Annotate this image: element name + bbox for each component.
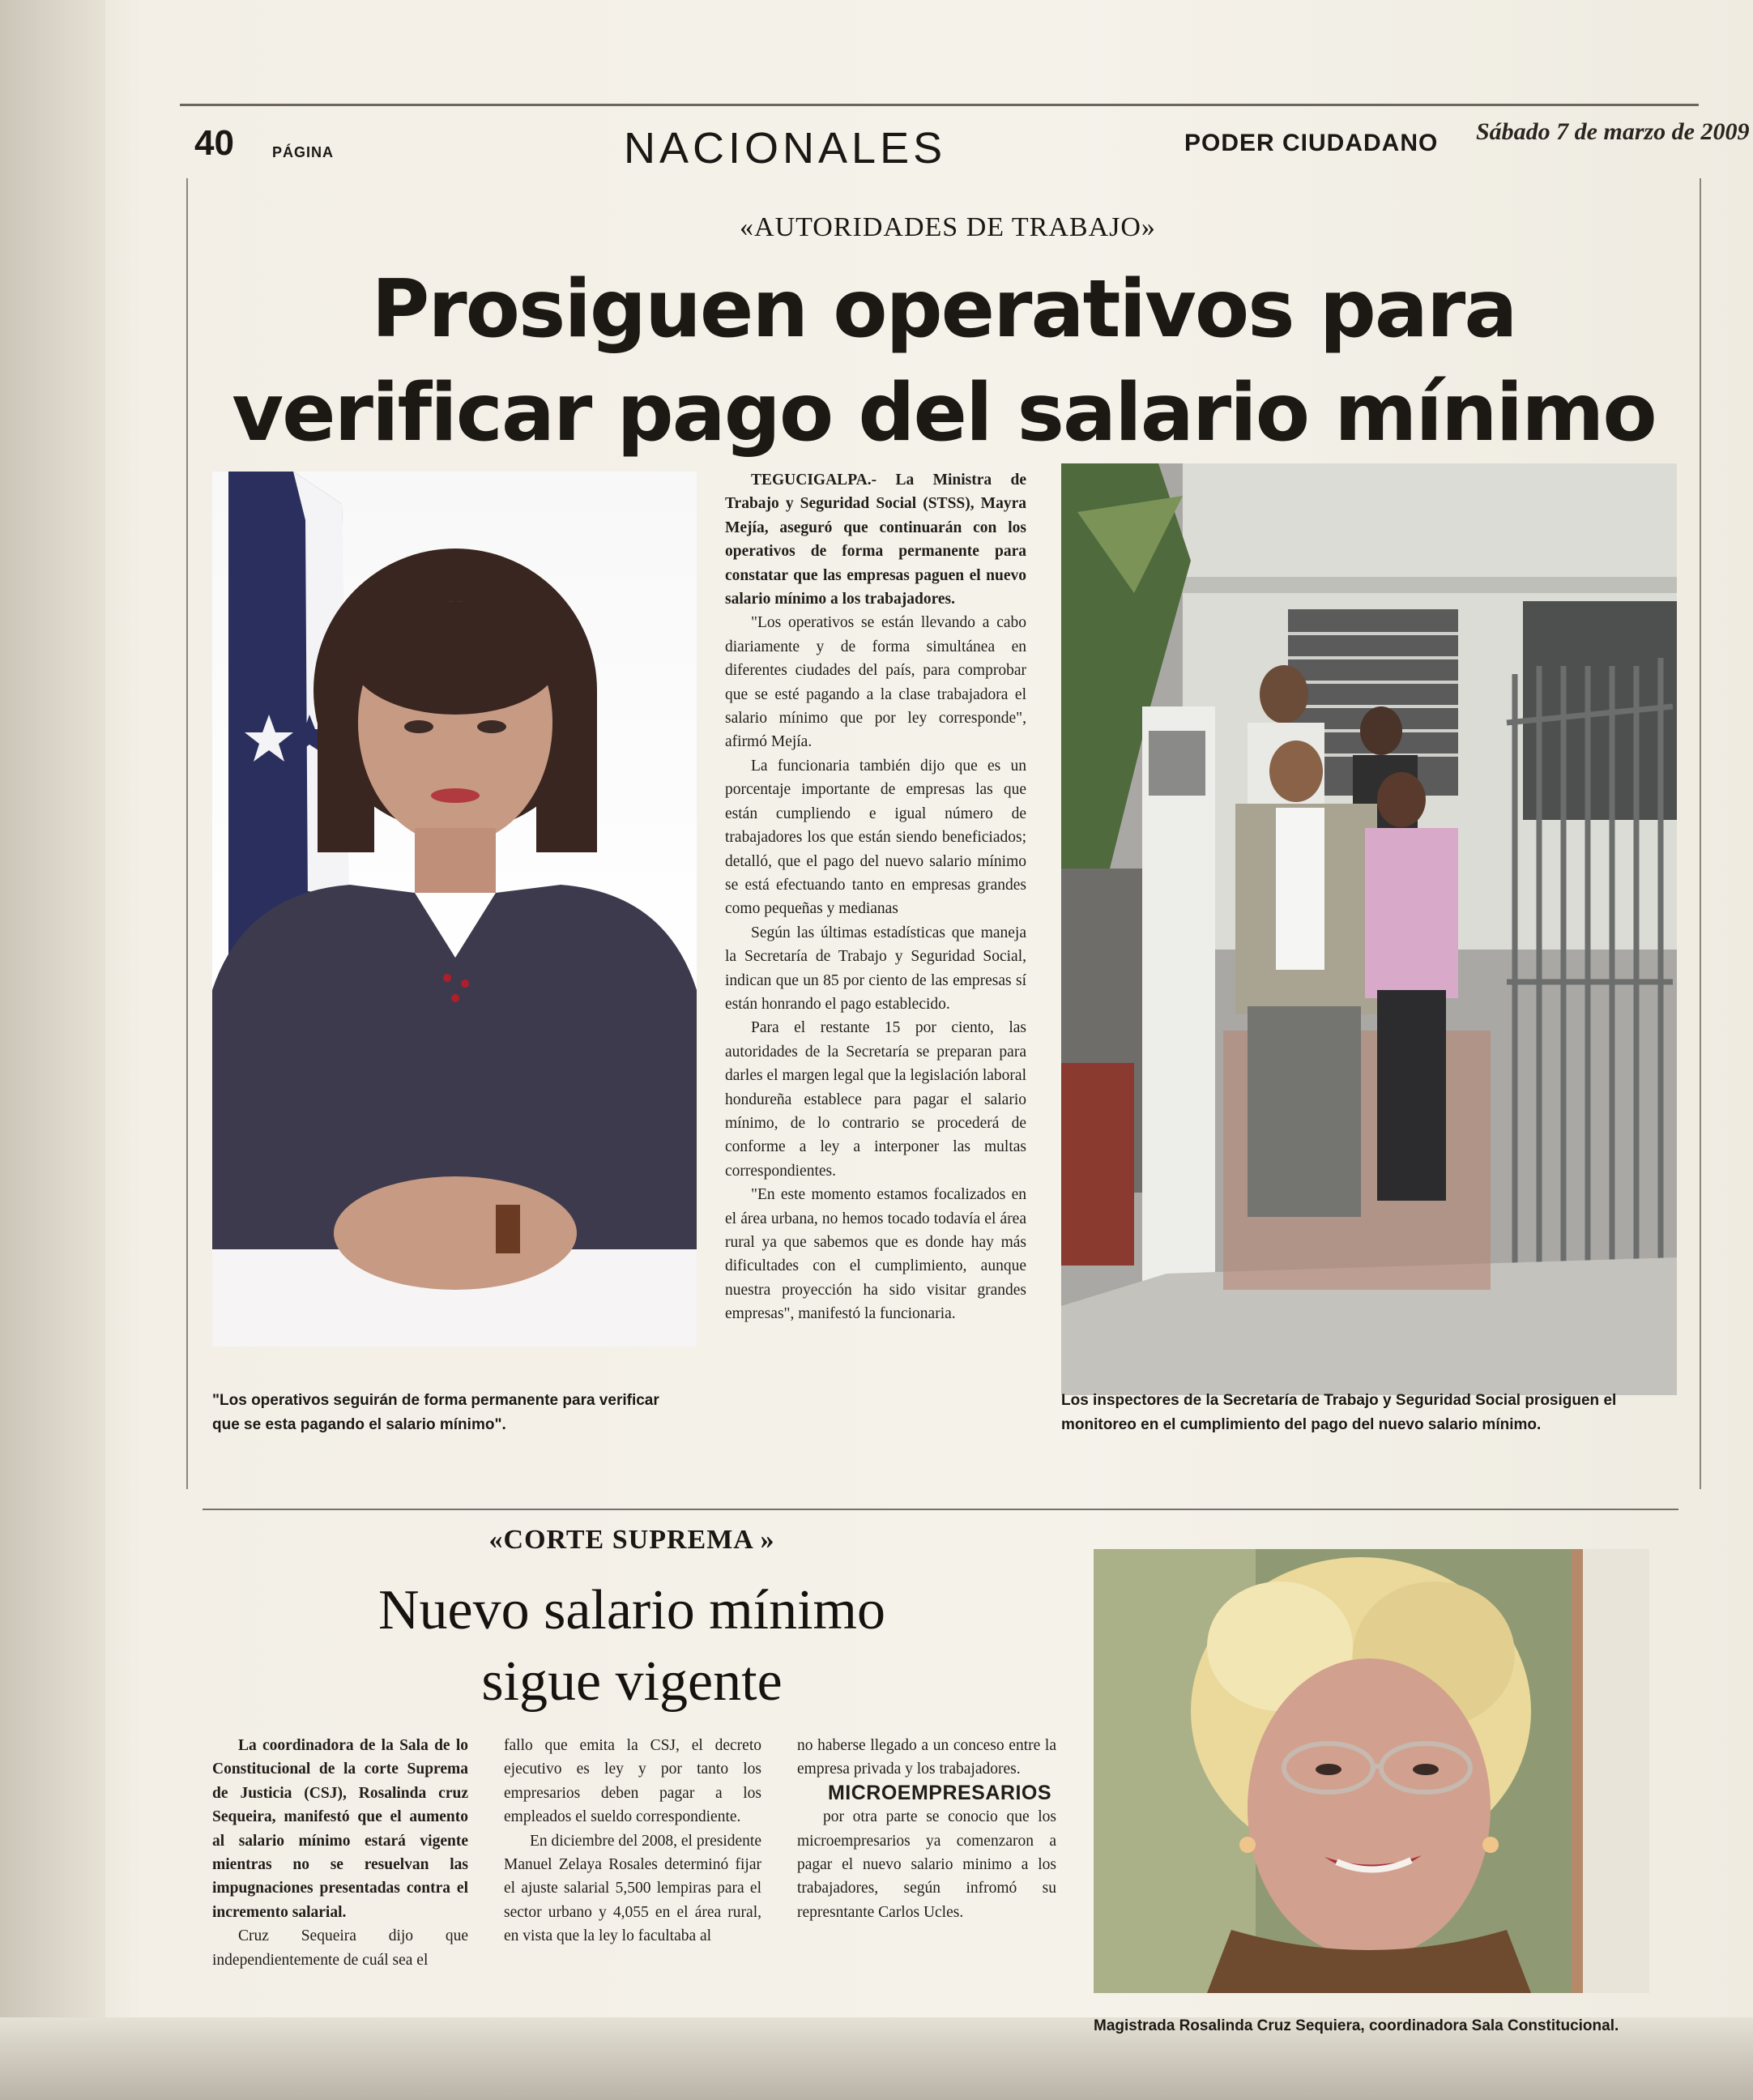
article2-paragraph-6: por otra parte se conocio que los microempresarios ya comenzaron a pagar el nuevo salario minimo a los trabajadores, según infromó su represntante Carlos Ucles. <box>797 1808 1056 1921</box>
article1-paragraph-5: Para el restante 15 por ciento, las autoridades de la Secretaría se preparan para darles el margen legal que la legislación laboral hondureña establece para pagar el salario mínimo, de lo contrario se procederá de conforme a ley a interponer las multas correspondientes. <box>725 1019 1026 1180</box>
inspectors-photo <box>1061 463 1677 1395</box>
article2-paragraph-2: Cruz Sequeira dijo que independientemente de cuál sea el <box>212 1927 468 1969</box>
inspectors-photo-caption: Los inspectores de la Secretaría de Trabajo y Seguridad Social prosiguen el monitoreo en el cumplimiento del pago del nuevo salario mínimo. <box>1061 1392 1617 1433</box>
article1-paragraph-6: "En este momento estamos focalizados en el área urbana, no hemos tocado todavía el área rural ya que sabemos que es donde hay más dificultades con el cumplimiento, aunque nuestra proyección ha sido visitar grandes empresas", manifestó la funcionaria. <box>725 1186 1026 1323</box>
page-number: 40 <box>194 123 234 163</box>
article2-headline-line2: sigue vigente <box>481 1650 783 1713</box>
article2-column-3 <box>797 1734 1056 1924</box>
article2-paragraph-3: fallo que emita la CSJ, el decreto ejecutivo es ley y por tanto los empresarios deben pagar a los empleados el sueldo correspondiente. <box>504 1737 761 1826</box>
article1-paragraph-2: "Los operativos se están llevando a cabo diariamente y de forma simultánea en diferentes ciudades del país, para comprobar que se esté pagando a la clase trabajadora el salario mínimo que por ley corresponde", afirmó Mejía. <box>725 614 1026 751</box>
article1-paragraph-4: Según las últimas estadísticas que maneja la Secretaría de Trabajo y Seguridad Social, indican que un 85 por ciento de las empresas sí están honrando el pago establecido. <box>725 924 1026 1013</box>
article1-kicker: «AUTORIDADES DE TRABAJO» <box>740 212 1156 242</box>
publication-name: PODER CIUDADANO <box>1184 130 1439 156</box>
article1-paragraph-3: La funcionaria también dijo que es un porcentaje importante de empresas las que están cumpliendo e igual número de trabajadores los que están siendo beneficiados; detalló, que el pago del nuevo salario mínimo se está efectuando tanto en empresas grandes como pequeñas y medianas <box>725 757 1026 918</box>
article1-body <box>725 468 1026 1326</box>
article2-paragraph-5: no haberse llegado a un conceso entre la empresa privada y los trabajadores. <box>797 1737 1056 1778</box>
article1-headline-line2: verificar pago del salario mínimo <box>232 367 1656 459</box>
header-rule <box>180 104 1699 106</box>
article1-paragraph-1: TEGUCIGALPA.- La Ministra de Trabajo y Seguridad Social (STSS), Mayra Mejía, aseguró que continuarán con los operativos de forma permanente para constatar que las empresas paguen el nuevo salario mínimo a los trabajadores. <box>725 472 1026 608</box>
magistrate-photo-caption: Magistrada Rosalinda Cruz Sequiera, coordinadora Sala Constitucional. <box>1094 2017 1619 2034</box>
minister-photo-caption: "Los operativos seguirán de forma permanente para verificar que se esta pagando el salario mínimo". <box>212 1392 659 1433</box>
section-title: NACIONALES <box>624 124 947 173</box>
article2-column-1 <box>212 1734 468 1972</box>
magistrate-photo <box>1094 1549 1649 1993</box>
article2-lead: La coordinadora de la Sala de lo Constitucional de la corte Suprema de Justicia (CSJ), Rosalinda cruz Sequeira, manifestó que el aumento al salario mínimo estará vigente mientras no se resuelvan las impugnaciones presentadas contra el incremento salarial. <box>212 1737 468 1921</box>
article2-column-2 <box>504 1734 761 1948</box>
issue-date: Sábado 7 de marzo de 2009 <box>1476 118 1750 145</box>
article1-headline <box>203 258 1685 465</box>
article2-headline-line1: Nuevo salario mínimo <box>377 1579 885 1641</box>
article2-kicker: «CORTE SUPREMA » <box>488 1525 775 1555</box>
article1-headline-line1: Prosiguen operativos para <box>371 263 1516 356</box>
article-divider <box>203 1509 1678 1510</box>
article2-headline <box>203 1575 1061 1718</box>
article2-paragraph-4: En diciembre del 2008, el presidente Manuel Zelaya Rosales determinó fijar el ajuste salarial 5,500 lempiras para el sector urbano y 4,055 en el área rural, en vista que la ley lo facultaba al <box>504 1832 761 1945</box>
minister-photo <box>212 472 697 1347</box>
page-label: PÁGINA <box>272 144 335 160</box>
page-binding-edge <box>0 0 105 2100</box>
article2-subhead: MICROEMPRESARIOS <box>827 1781 1052 1804</box>
